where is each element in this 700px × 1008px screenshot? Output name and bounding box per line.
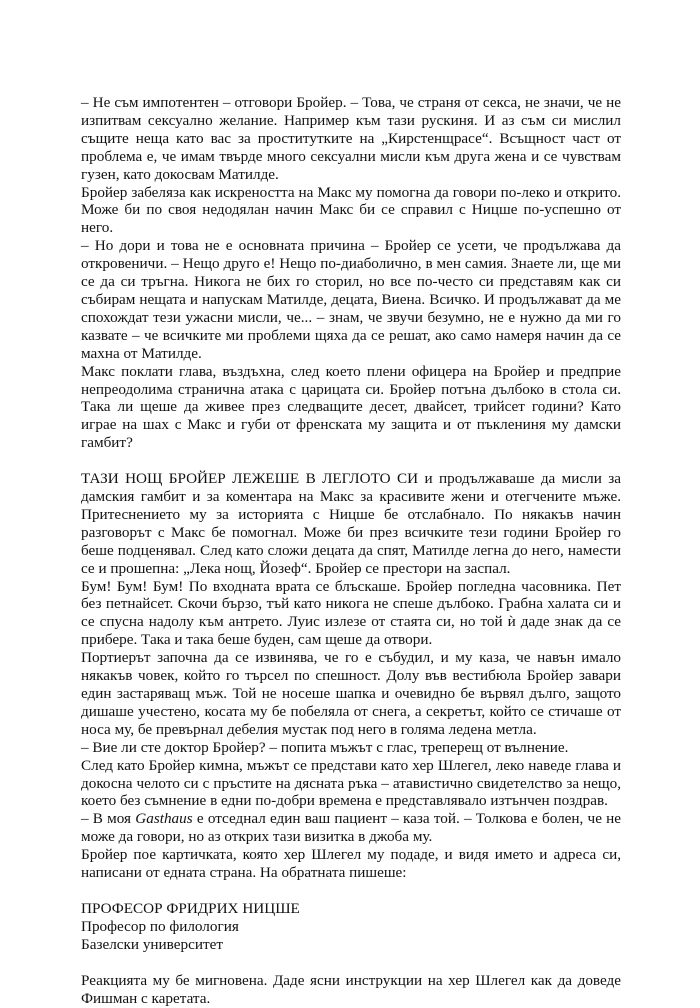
paragraph-schlegel: След като Бройер кимна, мъжът се представи като хер Шлегел, леко наведе глава и докосна челото си с пръстите на дясната ръка – атавистично свидетелство за нещо, което без съмнение в едни по-добри времена е представлявало изтънчен поздрав. <box>81 756 621 810</box>
card-title: Професор по филология <box>81 917 239 935</box>
section-gap <box>81 882 621 900</box>
paragraph-card-intro: Бройер пое картичката, която хер Шлегел му подаде, и видя името и адреса си, написани от едната страна. На обратната пишеше: <box>81 846 621 882</box>
paragraph-knocking: Бум! Бум! Бум! По входната врата се блъскаше. Бройер погледна часовника. Пет без петнайсет. Скочи бързо, тъй като никога не спеше дълбоко. Грабна халата си и се спусна надолу към антрето. Луис излезе от стаята си, но той ѝ даде знак да се прибере. Така и така беше буден, сам щеше да отвори. <box>81 577 621 649</box>
paragraph-reaction: Реакцията му бе мигновена. Даде ясни инструкции на хер Шлегел как да доведе Фишман с каретата. <box>81 971 621 1007</box>
gasthaus-italic-word: Gasthaus <box>135 810 193 828</box>
paragraph-question: – Вие ли сте доктор Бройер? – попита мъжът с глас, треперещ от вълнение. <box>81 738 569 756</box>
card-name: ПРОФЕСОР ФРИДРИХ НИЦШЕ <box>81 899 300 917</box>
paragraph-gasthaus <box>81 810 621 846</box>
paragraph-chess: Макс поклати глава, въздъхна, след което плени офицера на Бройер и предприе непреодолима странична атака с царицата си. Бройер потъна дълбоко в стола си. Така ли щеше да живее през следващите десет, двайсет, трийсет години? Като играе на шах с Макс и губи от френската му защита и от пъклениня му дамски гамбит? <box>81 362 621 452</box>
paragraph-max-sincerity: Бройер забеляза как искреността на Макс му помогна да говори по-леко и открито. Може би по своя недодялан начин Макс би се справил с Ницше по-успешно от него. <box>81 183 621 237</box>
gasthaus-after: е отседнал един ваш пациент – каза той. – Толкова е болен, че не може да говори, но аз открих тази визитка в джоба му. <box>81 810 622 846</box>
section-gap <box>81 452 621 470</box>
gasthaus-before: – В моя <box>81 810 136 828</box>
card-university: Базелски университет <box>81 935 223 953</box>
paragraph-main-reason: – Но дори и това не е основната причина – Бройер се усети, че продължава да откровеничи. – Нещо друго е! Нещо по-диаболично, в мен самия. Знаете ли, ще ми се да си тръгна. Никога не бих го сторил, но все по-често си представям как си събирам нещата и напускам Матилде, децата, Виена. Всичко. И продължават да ме спохождат тези ужасни мисли, че... – знам, че звучи безумно, не е нужно да ми го казвате – че всичките ми проблеми щяха да се решат, ако само намеря начин да се махна от Матилде. <box>81 237 621 362</box>
document-page <box>81 94 621 1008</box>
paragraph-porter: Портиерът започна да се извинява, че го е събудил, и му каза, че навън имало някакъв човек, който го търсел по спешност. Долу във вестибюла Бройер завари един застаряващ мъж. Той не носеше шапка и очевидно бе вървял дълго, защото дишаше учестено, косата му бе побеляла от снега, а секретът, който се стичаше от носа му, бе превърнал дебелия мустак под него в голяма ледена метла. <box>81 649 621 738</box>
paragraph-that-night: ТАЗИ НОЩ БРОЙЕР ЛЕЖЕШЕ В ЛЕГЛОТО СИ и продължаваше да мисли за дамския гамбит и за коментара на Макс за красивите жени и отегчените мъже. Притеснението му за историята с Ницше бе отслабнало. По някакъв начин разговорът с Макс бе помогнал. Може би през всичките тези години Бройер го беше подценявал. След като сложи децата да спят, Матилде легна до него, намести се и прошепна: „Лека нощ, Йозеф“. Бройер се престори на заспал. <box>81 470 621 577</box>
paragraph-impotent: – Не съм импотентен – отговори Бройер. – Това, че страня от секса, не значи, че не изпитвам сексуално желание. Например към тази рускиня. И аз съм си мислил същите неща като вас за проститутките на „Кирстенщрасе“. Всъщност част от проблема е, че имам твърде много сексуални мисли към друга жена и се чувствам гузен, като докосвам Матилде. <box>81 94 621 183</box>
section-gap <box>81 954 621 972</box>
